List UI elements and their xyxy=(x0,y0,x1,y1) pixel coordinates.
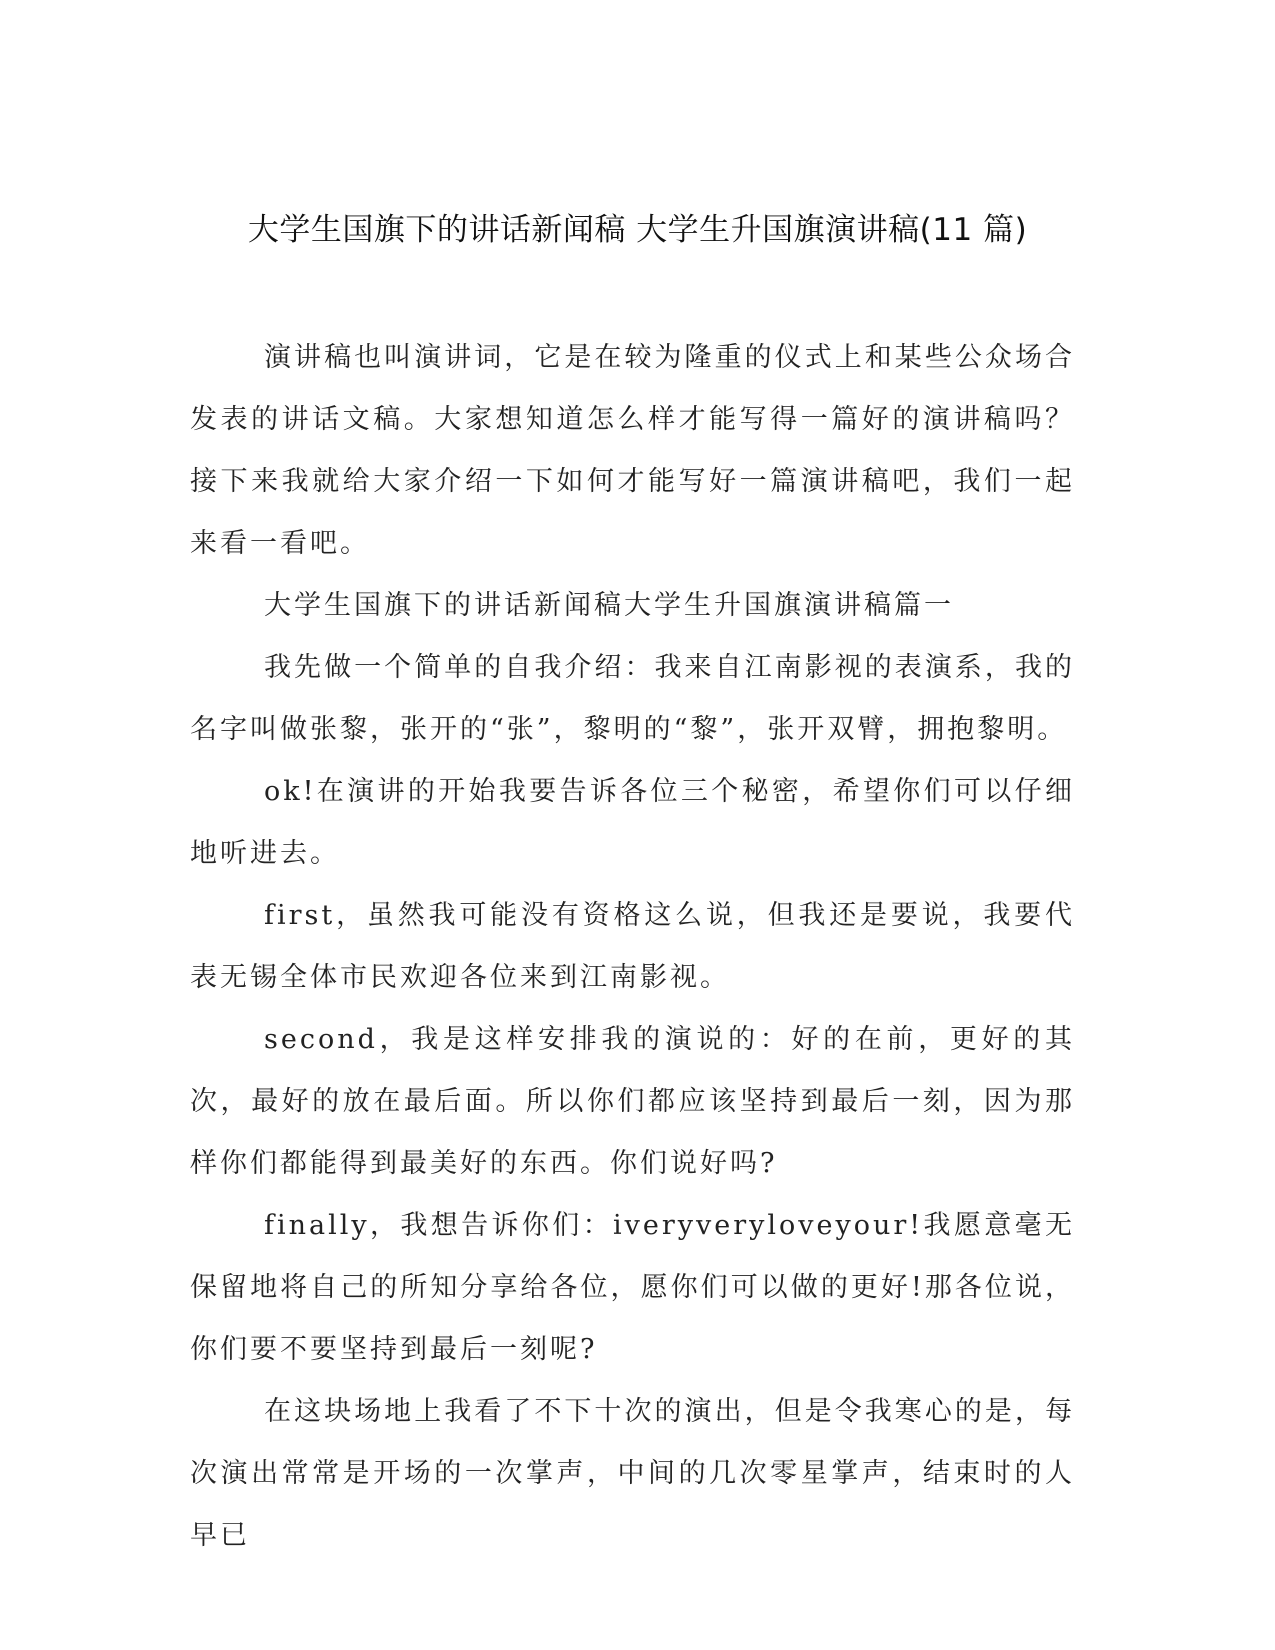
paragraph: 我先做一个简单的自我介绍：我来自江南影视的表演系，我的名字叫做张黎，张开的“张”，黎明的“黎”，张开双臂，拥抱黎明。 xyxy=(190,652,1075,745)
document-body xyxy=(190,327,1075,1567)
paragraph: finally，我想告诉你们：iveryveryloveyour!我愿意毫无保留地将自己的所知分享给各位，愿你们可以做的更好!那各位说，你们要不要坚持到最后一刻呢? xyxy=(190,1210,1075,1365)
paragraph: 大学生国旗下的讲话新闻稿大学生升国旗演讲稿篇一 xyxy=(264,590,954,621)
paragraph: 演讲稿也叫演讲词，它是在较为隆重的仪式上和某些公众场合发表的讲话文稿。大家想知道怎么样才能写得一篇好的演讲稿吗？接下来我就给大家介绍一下如何才能写好一篇演讲稿吧，我们一起来看一看吧。 xyxy=(190,342,1075,559)
paragraph: first，虽然我可能没有资格这么说，但我还是要说，我要代表无锡全体市民欢迎各位来到江南影视。 xyxy=(190,900,1075,993)
paragraph: 在这块场地上我看了不下十次的演出，但是令我寒心的是，每次演出常常是开场的一次掌声，中间的几次零星掌声，结束时的人早已 xyxy=(190,1396,1075,1551)
document-title: 大学生国旗下的讲话新闻稿 大学生升国旗演讲稿(11 篇) xyxy=(247,212,1028,248)
paragraph: ok!在演讲的开始我要告诉各位三个秘密，希望你们可以仔细地听进去。 xyxy=(190,776,1075,869)
paragraph: second，我是这样安排我的演说的：好的在前，更好的其次，最好的放在最后面。所以你们都应该坚持到最后一刻，因为那样你们都能得到最美好的东西。你们说好吗? xyxy=(190,1024,1075,1179)
